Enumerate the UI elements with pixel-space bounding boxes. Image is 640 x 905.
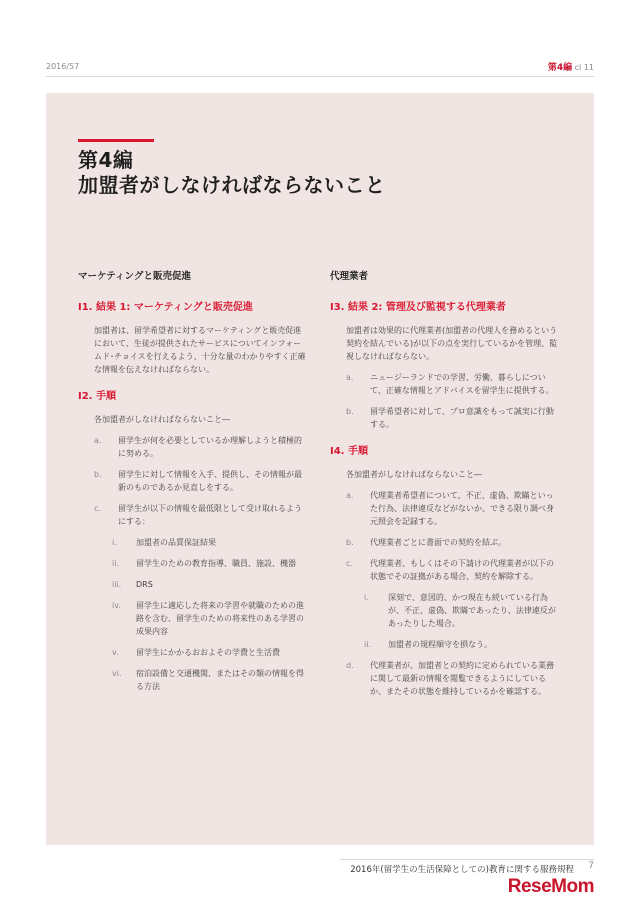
list-item-text: 留学生が以下の情報を最低限として受け取れるようにする： [118, 504, 302, 526]
sub-list-item [78, 557, 308, 570]
sub-list-item-text: 留学生に適応した将来の学習や就職のための進路を含む、留学生のための将来性のある学習の成果内容 [136, 601, 304, 636]
list-item [78, 468, 308, 494]
sub-list-marker: vi. [112, 669, 122, 678]
header-chapter [548, 60, 594, 73]
paragraph-outcome-2: 加盟者は効果的に代理業者(加盟者の代理人を務めるという契約を結んでいる)が以下の点を実行しているかを管理、監視しなければならない。 [346, 326, 558, 361]
sub-list-item-text: 宿泊設備と交通機関、またはその類の情報を得る方法 [136, 669, 304, 691]
sub-list-marker: iii. [112, 580, 122, 589]
title-accent-bar [78, 139, 154, 142]
sub-list-marker: iv. [112, 601, 121, 610]
footer-document-title: 2016年(留学生の生活保障としての)教育に関する服務規程 [350, 865, 574, 875]
heading-procedure-i4: I4. 手順 [330, 446, 368, 457]
sub-list-item [78, 536, 308, 549]
paragraph-outcome-1: 加盟者は、留学希望者に対するマーケティングと販売促進において、生徒が提供されたサービスについてインフォームド･チョイスを行えるよう、十分な量のわかりやすく正確な情報を伝えなければならない。 [94, 326, 306, 374]
footer-divider [340, 859, 594, 860]
sub-list-marker: ii. [364, 640, 371, 649]
intro-text: 各加盟者がしなければならないこと― [94, 415, 230, 424]
sub-list-item [78, 667, 308, 693]
left-column [78, 270, 308, 701]
sub-list-item-text: 留学生にかかるおおよその学費と生活費 [136, 648, 280, 657]
heading-outcome-1: I1. 結果 1: マーケティングと販売促進 [78, 302, 253, 313]
list-marker: b. [346, 407, 354, 416]
title-line-2: 加盟者がしなければならないこと [78, 173, 386, 197]
intro-text: 各加盟者がしなければならないこと― [346, 470, 482, 479]
list-marker: d. [346, 661, 354, 670]
header-date: 2016/57 [46, 62, 80, 71]
title-line-1: 第4編 [78, 148, 134, 172]
page-title [78, 148, 386, 198]
list-item-text: 留学生が何を必要としているか理解しようと積極的に努める。 [118, 436, 302, 458]
list-marker: b. [346, 538, 354, 547]
sub-list-item-text: 加盟者の規程順守を損なう。 [388, 640, 492, 649]
sub-list-marker: i. [112, 538, 117, 547]
list-item [330, 489, 560, 528]
watermark-logo: ReseMom [507, 876, 594, 897]
list-marker: a. [94, 436, 102, 445]
sub-list-item [78, 578, 308, 591]
sub-list-item-text: 留学生のための教育指導、職員、施設、機器 [136, 559, 296, 568]
section-heading-marketing: マーケティングと販売促進 [78, 271, 192, 282]
sub-list-item [330, 591, 560, 630]
sub-list-marker: ii. [112, 559, 119, 568]
header-divider [46, 76, 594, 77]
sub-list-marker: v. [112, 648, 119, 657]
list-item [78, 434, 308, 460]
list-marker: a. [346, 373, 354, 382]
list-item-text: ニュージーランドでの学習、労働、暮らしについて、正確な情報とアドバイスを留学生に提供する。 [370, 373, 554, 395]
list-marker: c. [94, 504, 101, 513]
list-item-text: 代理業者が、加盟者との契約に定められている業務に関して最新の情報を閲覧できるようにしているか、またその状態を維持しているかを確認する。 [370, 661, 554, 696]
section-heading-agents: 代理業者 [330, 271, 369, 282]
sub-list-item-text: 深刻で、意図的、かつ現在も続いている行為が、不正、虚偽、欺瞞であったり、法律違反があったりした場合。 [388, 593, 556, 628]
list-item [330, 536, 560, 549]
list-item [330, 557, 560, 583]
page-number: 7 [588, 861, 594, 871]
header-chapter-bold: 第4編 [547, 63, 573, 73]
list-marker: b. [94, 470, 102, 479]
list-item-text: 代理業者希望者について、不正、虚偽、欺瞞といった行為、法律違反などがないか、できる限り調べ身元照会を記録する。 [370, 491, 554, 526]
list-item [330, 371, 560, 397]
sub-list-marker: i. [364, 593, 369, 602]
heading-outcome-2: I3. 結果 2: 管理及び監視する代理業者 [330, 302, 506, 313]
right-column [330, 270, 560, 706]
heading-procedure-i2: I2. 手順 [78, 391, 116, 402]
header-chapter-rest: cl 11 [574, 63, 594, 72]
sub-list-item-text: DRS [136, 580, 153, 589]
list-item-text: 留学希望者に対して、プロ意識をもって誠実に行動する。 [370, 407, 554, 429]
list-item-text: 代理業者ごとに書面での契約を結ぶ。 [370, 538, 507, 547]
list-item [330, 659, 560, 698]
list-marker: a. [346, 491, 354, 500]
list-item [330, 405, 560, 431]
list-item-text: 留学生に対して情報を入手、提供し、その情報が最新のものであるか見直しをする。 [118, 470, 302, 492]
sub-list-item-text: 加盟者の品質保証結果 [136, 538, 216, 547]
sub-list-item [78, 646, 308, 659]
list-marker: c. [346, 559, 353, 568]
sub-list-item [78, 599, 308, 638]
list-item [78, 502, 308, 528]
sub-list-item [330, 638, 560, 651]
list-item-text: 代理業者、もしくはその下請けの代理業者が以下の状態でその証拠がある場合、契約を解除する。 [370, 559, 554, 581]
